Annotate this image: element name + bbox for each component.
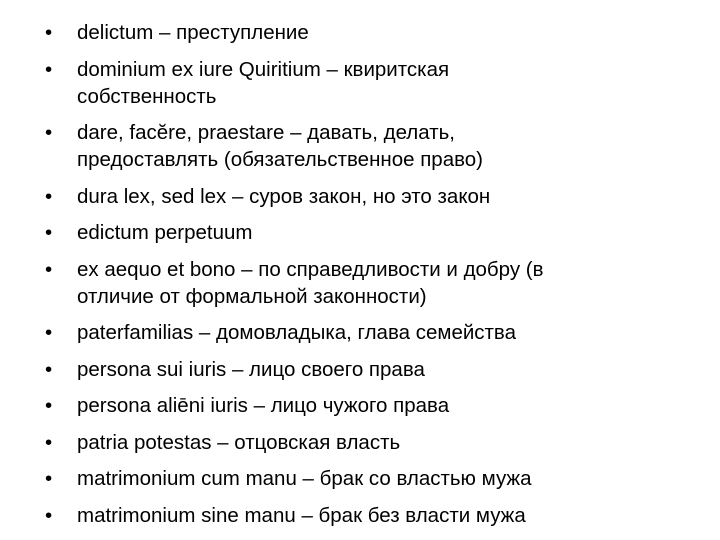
item-line: dare, facĕre, praestare – давать, делать, [77,121,455,144]
bullet-icon: • [45,184,53,208]
bullet-icon: • [45,57,53,81]
bullet-icon: • [45,503,53,527]
item-line: dura lex, sed lex – суров закон, но это закон [77,184,491,208]
term-list [45,19,685,538]
list-item [45,502,685,529]
list-item [45,356,685,383]
bullet-icon: • [45,394,53,417]
item-line: paterfamilias – домовладыка, глава семейства [77,321,516,344]
bullet-icon: • [45,121,53,144]
item-line: edictum perpetuum [77,221,253,244]
bullet-icon: • [45,357,53,381]
list-item [45,219,685,246]
item-line: matrimonium sine manu – брак без власти мужа [77,503,526,527]
item-line: собственность [77,84,217,108]
list-item [45,465,685,492]
item-line: persona aliēni iuris – лицо чужого права [77,394,450,417]
list-item [45,392,685,419]
item-line: ex aequo et bono – по справедливости и добру (в [77,257,544,281]
item-line: отличие от формальной законности) [77,284,427,308]
item-line: matrimonium cum manu – брак со властью мужа [77,467,532,490]
bullet-icon: • [45,257,53,281]
bullet-icon: • [45,430,53,454]
list-item [45,429,685,456]
bullet-icon: • [45,221,53,244]
item-line: dominium ex iure Quiritium – квиритская [77,57,450,81]
item-line: persona sui iuris – лицо своего права [77,357,425,381]
list-item [45,19,685,46]
bullet-icon: • [45,467,53,490]
item-line: patria potestas – отцовская власть [77,430,401,454]
item-line: delictum – преступление [77,21,309,44]
list-item [45,56,685,110]
bullet-icon: • [45,21,53,44]
item-line: предоставлять (обязательственное право) [77,148,483,171]
list-item [45,119,685,173]
list-item [45,183,685,210]
bullet-icon: • [45,321,53,344]
list-item [45,319,685,346]
list-item [45,256,685,310]
